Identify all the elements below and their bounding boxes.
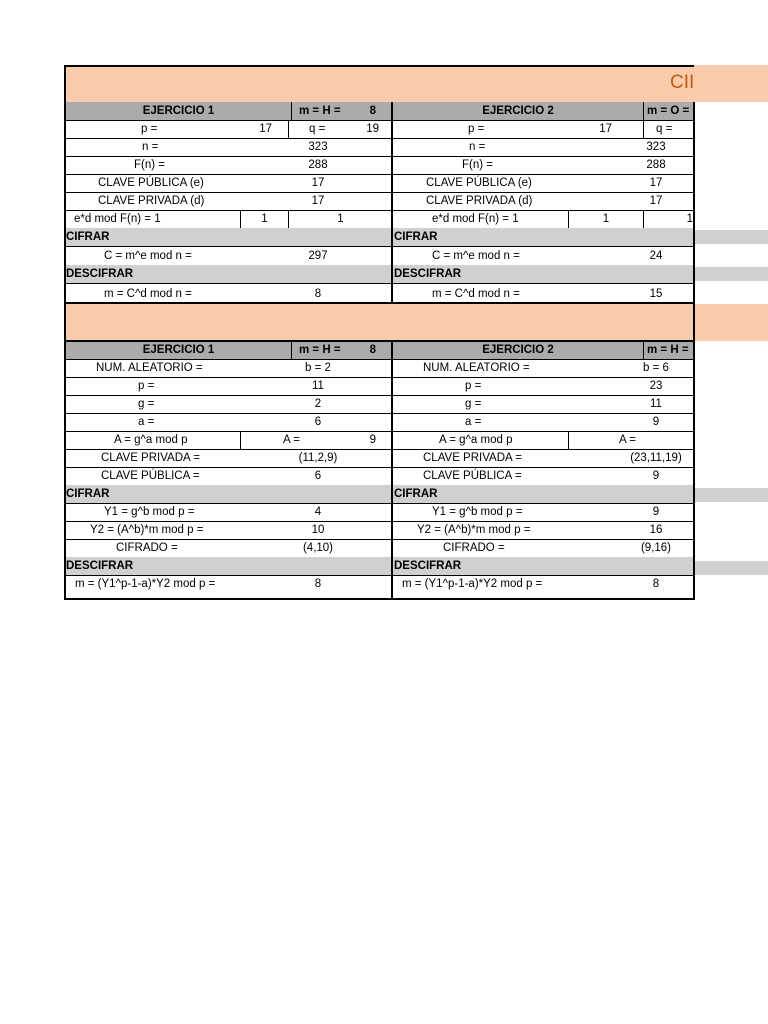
decrypt-value: 8 <box>314 288 322 300</box>
cifrar-section-label: CIFRAR <box>394 231 438 243</box>
check-label: e*d mod F(n) = 1 <box>432 213 519 225</box>
table-row <box>66 120 693 139</box>
private-key-value: 17 <box>649 195 663 207</box>
random-label: NUM. ALEATORIO = <box>96 362 203 374</box>
sheet-title: CII <box>670 72 695 93</box>
a-value: 9 <box>652 416 660 428</box>
title-banner <box>64 65 768 102</box>
y1-label: Y1 = g^b mod p = <box>432 506 523 518</box>
a-label: a = <box>138 416 155 428</box>
random-value: b = 6 <box>643 362 669 374</box>
n-value: 323 <box>308 141 328 153</box>
g-value: 2 <box>314 398 322 410</box>
table-row <box>66 246 693 266</box>
table-border <box>64 65 694 67</box>
private-key-value: (23,11,19) <box>630 452 682 464</box>
public-value-label: A = <box>619 434 636 446</box>
p-label: p = <box>141 123 158 135</box>
fn-label: F(n) = <box>462 159 493 171</box>
n-label: n = <box>142 141 159 153</box>
private-key-label: CLAVE PRIVADA = <box>423 452 522 464</box>
q-label: q = <box>656 123 673 135</box>
p-value: 11 <box>312 380 324 392</box>
exercise-divider <box>391 102 393 304</box>
exercise1-header: EJERCICIO 1 <box>142 344 215 356</box>
table-border <box>64 65 66 600</box>
exercise2-header: EJERCICIO 2 <box>482 105 554 117</box>
table-row <box>66 283 693 303</box>
exercise2-header: EJERCICIO 2 <box>482 344 554 356</box>
decrypt-label: m = (Y1^p-1-a)*Y2 mod p = <box>402 578 543 590</box>
public-value-label: A = <box>283 434 300 446</box>
a-label: a = <box>465 416 482 428</box>
table-row <box>66 359 693 378</box>
decrypt-value: 8 <box>314 578 322 590</box>
message-label: m = H = <box>299 105 341 117</box>
table-border <box>64 302 695 304</box>
p-label: p = <box>468 123 485 135</box>
descifrar-section-label: DESCIFRAR <box>66 268 134 280</box>
section-banner <box>64 304 768 341</box>
public-key-label: CLAVE PÚBLICA = <box>101 470 200 482</box>
public-value-value: 9 <box>369 434 376 446</box>
decrypt-value: 15 <box>649 288 663 300</box>
public-key-value: 9 <box>652 470 660 482</box>
cipher-label: C = m^e mod n = <box>432 250 520 262</box>
check-value: 1 <box>261 213 268 225</box>
cifrar-band-extension <box>695 230 768 244</box>
p-label: p = <box>138 380 155 392</box>
q-value: 19 <box>366 123 379 135</box>
cipher-label: C = m^e mod n = <box>104 250 192 262</box>
private-key-value: 17 <box>311 195 325 207</box>
cifrar-band-extension <box>695 488 768 502</box>
private-key-value: (11,2,9) <box>298 452 338 464</box>
public-key-label: CLAVE PÚBLICA = <box>423 470 522 482</box>
random-label: NUM. ALEATORIO = <box>423 362 530 374</box>
fn-value: 288 <box>308 159 328 171</box>
decrypt-label: m = (Y1^p-1-a)*Y2 mod p = <box>75 578 216 590</box>
table-row <box>66 575 693 593</box>
random-value: b = 2 <box>305 362 331 374</box>
table-row <box>66 192 693 211</box>
descifrar-band-extension <box>695 267 768 281</box>
ciphertext-label: CIFRADO = <box>443 542 505 554</box>
table-border <box>64 340 695 342</box>
table-row <box>66 228 693 247</box>
table-row <box>66 521 693 540</box>
public-key-value: 17 <box>311 177 325 189</box>
private-key-label: CLAVE PRIVADA (d) <box>98 195 205 207</box>
y2-value: 16 <box>649 524 663 536</box>
check-value: 1 <box>337 213 344 225</box>
public-value-formula-label: A = g^a mod p <box>114 434 188 446</box>
g-value: 11 <box>650 398 662 410</box>
decrypt-label: m = C^d mod n = <box>432 288 520 300</box>
cifrar-section-label: CIFRAR <box>66 488 110 500</box>
g-label: g = <box>465 398 482 410</box>
table-row <box>66 413 693 432</box>
table-border <box>64 598 695 600</box>
n-value: 323 <box>646 141 666 153</box>
descifrar-section-label: DESCIFRAR <box>394 560 462 572</box>
message-label: m = H = <box>299 344 341 356</box>
y2-value: 10 <box>311 524 325 536</box>
fn-value: 288 <box>646 159 666 171</box>
ciphertext-value: (9,16) <box>640 542 672 554</box>
exercise1-header: EJERCICIO 1 <box>142 105 215 117</box>
check-value: 1 <box>602 213 610 225</box>
ciphertext-value: (4,10) <box>302 542 334 554</box>
cipher-value: 24 <box>649 250 663 262</box>
table-row <box>66 449 693 468</box>
public-key-label: CLAVE PÚBLICA (e) <box>426 177 532 189</box>
message-value: 8 <box>369 105 376 117</box>
public-key-label: CLAVE PÚBLICA (e) <box>98 177 204 189</box>
table-row <box>66 210 693 229</box>
descifrar-section-label: DESCIFRAR <box>394 268 462 280</box>
y1-value: 4 <box>314 506 322 518</box>
y2-label: Y2 = (A^b)*m mod p = <box>90 524 204 536</box>
table-row <box>66 341 693 360</box>
message-value: 8 <box>369 344 376 356</box>
table-row <box>66 377 693 396</box>
table-row <box>66 557 693 576</box>
cifrar-section-label: CIFRAR <box>394 488 438 500</box>
private-key-label: CLAVE PRIVADA = <box>101 452 200 464</box>
table-row <box>66 395 693 414</box>
cifrar-section-label: CIFRAR <box>66 231 110 243</box>
check-label: e*d mod F(n) = 1 <box>74 213 161 225</box>
table-row <box>66 539 693 558</box>
p-value: 17 <box>599 123 612 135</box>
table-row <box>66 503 693 522</box>
p-label: p = <box>465 380 482 392</box>
table-row <box>66 431 693 450</box>
table-row <box>66 156 693 175</box>
g-label: g = <box>138 398 155 410</box>
message-label: m = O = <box>647 105 690 117</box>
public-key-value: 17 <box>649 177 663 189</box>
decrypt-value: 8 <box>652 578 660 590</box>
p-value: 17 <box>259 123 272 135</box>
descifrar-band-extension <box>695 561 768 575</box>
table-row <box>66 467 693 486</box>
public-key-value: 6 <box>314 470 322 482</box>
table-row <box>66 174 693 193</box>
exercise-divider <box>391 341 393 600</box>
table-row <box>66 138 693 157</box>
fn-label: F(n) = <box>134 159 165 171</box>
public-value-formula-label: A = g^a mod p <box>439 434 513 446</box>
y2-label: Y2 = (A^b)*m mod p = <box>417 524 531 536</box>
y1-label: Y1 = g^b mod p = <box>104 506 195 518</box>
table-row <box>66 265 693 284</box>
y1-value: 9 <box>652 506 660 518</box>
n-label: n = <box>469 141 486 153</box>
a-value: 6 <box>314 416 322 428</box>
p-value: 23 <box>649 380 663 392</box>
ciphertext-label: CIFRADO = <box>116 542 178 554</box>
table-row <box>66 102 693 121</box>
decrypt-label: m = C^d mod n = <box>104 288 192 300</box>
table-border <box>693 102 695 600</box>
descifrar-section-label: DESCIFRAR <box>66 560 134 572</box>
check-value: 1 <box>686 213 693 225</box>
private-key-label: CLAVE PRIVADA (d) <box>426 195 533 207</box>
spreadsheet-sheet <box>64 65 768 600</box>
message-label: m = H = <box>647 344 689 356</box>
cipher-value: 297 <box>308 250 328 262</box>
q-label: q = <box>309 123 326 135</box>
table-row <box>66 485 693 504</box>
